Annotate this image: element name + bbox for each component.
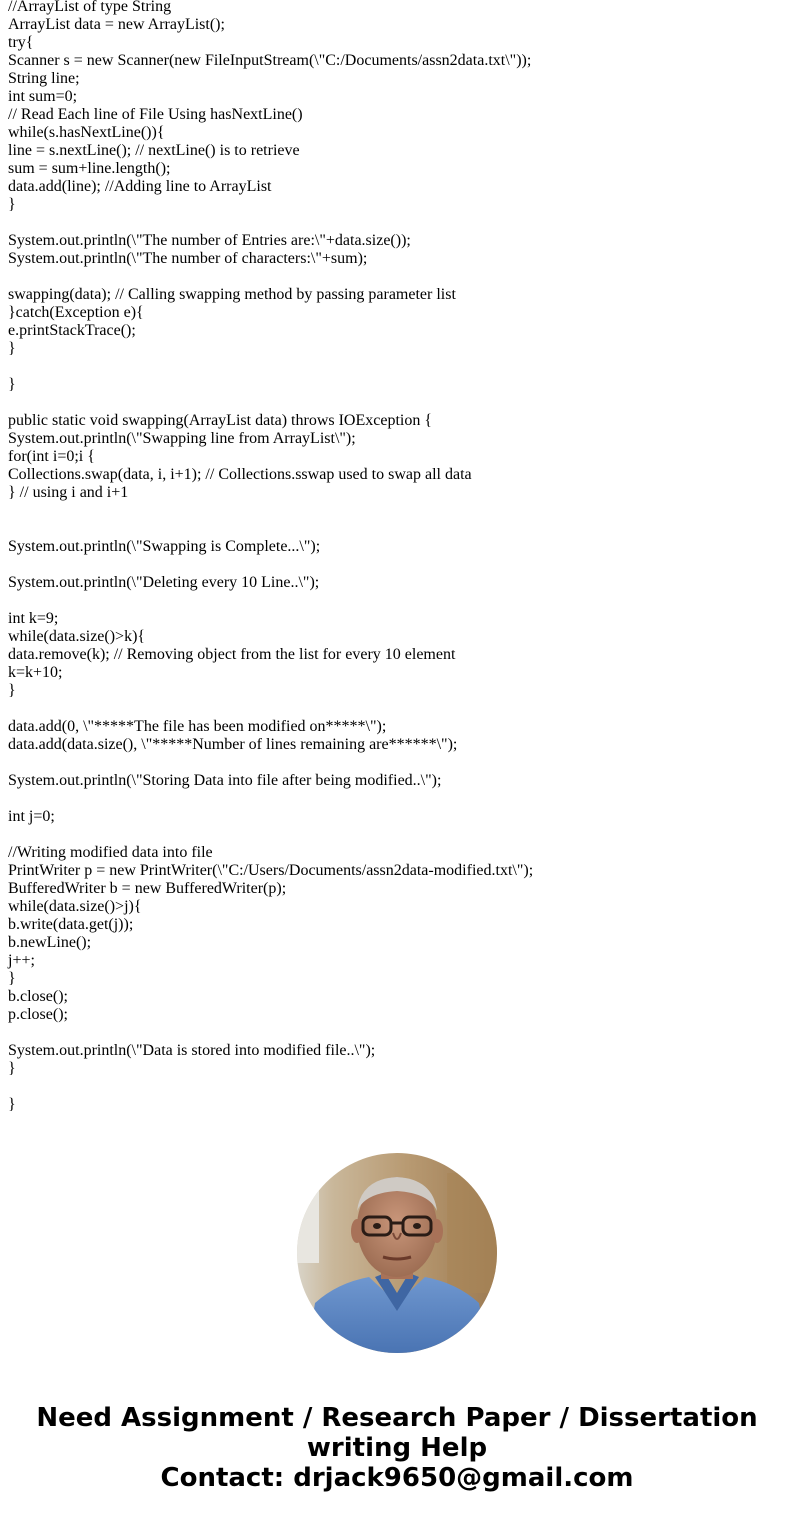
person-photo-icon bbox=[297, 1153, 497, 1353]
code-line bbox=[8, 1024, 788, 1042]
code-line: System.out.println(\"Deleting every 10 Line..\"); bbox=[8, 574, 320, 591]
code-line: System.out.println(\"The number of characters:\"+sum); bbox=[8, 250, 368, 267]
code-line: System.out.println(\"Swapping is Complete...\"); bbox=[8, 538, 321, 555]
code-line: int j=0; bbox=[8, 808, 55, 825]
code-line: System.out.println(\"Swapping line from ArrayList\"); bbox=[8, 430, 356, 447]
code-line: data.add(0, \"*****The file has been modified on*****\"); bbox=[8, 718, 387, 735]
code-line: String line; bbox=[8, 70, 80, 87]
code-line bbox=[8, 502, 788, 520]
code-line: data.remove(k); // Removing object from the list for every 10 element bbox=[8, 646, 456, 663]
code-line: data.add(line); //Adding line to ArrayList bbox=[8, 178, 272, 195]
code-line bbox=[8, 556, 788, 574]
promo-line-2: writing Help bbox=[306, 1433, 488, 1463]
code-line bbox=[8, 394, 788, 412]
code-line: }catch(Exception e){ bbox=[8, 304, 144, 321]
code-line: //Writing modified data into file bbox=[8, 844, 213, 861]
code-line: b.close(); bbox=[8, 988, 68, 1005]
code-line: } bbox=[8, 376, 16, 393]
code-listing bbox=[8, 0, 788, 1114]
promo-banner bbox=[0, 1403, 794, 1493]
code-line: p.close(); bbox=[8, 1006, 68, 1023]
code-line bbox=[8, 1078, 788, 1096]
code-line bbox=[8, 592, 788, 610]
code-line: } // using i and i+1 bbox=[8, 484, 129, 501]
code-line: int k=9; bbox=[8, 610, 59, 627]
code-line: while(data.size()>j){ bbox=[8, 898, 142, 915]
code-line: } bbox=[8, 970, 16, 987]
code-line: swapping(data); // Calling swapping method by passing parameter list bbox=[8, 286, 456, 303]
code-line: System.out.println(\"Data is stored into modified file..\"); bbox=[8, 1042, 376, 1059]
code-line: //ArrayList of type String bbox=[8, 0, 172, 15]
code-line bbox=[8, 520, 788, 538]
code-line: } bbox=[8, 682, 16, 699]
code-line bbox=[8, 268, 788, 286]
code-line: j++; bbox=[8, 952, 35, 969]
code-line: } bbox=[8, 196, 16, 213]
code-line bbox=[8, 700, 788, 718]
code-line: b.write(data.get(j)); bbox=[8, 916, 134, 933]
code-line: } bbox=[8, 1096, 16, 1113]
code-line: k=k+10; bbox=[8, 664, 63, 681]
code-line: sum = sum+line.length(); bbox=[8, 160, 171, 177]
promo-contact[interactable]: Contact: drjack9650@gmail.com bbox=[160, 1463, 634, 1493]
code-line bbox=[8, 790, 788, 808]
code-line bbox=[8, 358, 788, 376]
avatar bbox=[297, 1153, 497, 1353]
code-line: try{ bbox=[8, 34, 34, 51]
code-line: for(int i=0;i { bbox=[8, 448, 95, 465]
code-line bbox=[8, 214, 788, 232]
code-line: public static void swapping(ArrayList data) throws IOException { bbox=[8, 412, 433, 429]
code-line: // Read Each line of File Using hasNextLine() bbox=[8, 106, 303, 123]
code-line: BufferedWriter b = new BufferedWriter(p); bbox=[8, 880, 287, 897]
code-line: System.out.println(\"The number of Entries are:\"+data.size()); bbox=[8, 232, 411, 249]
code-line: ArrayList data = new ArrayList(); bbox=[8, 16, 225, 33]
code-line: e.printStackTrace(); bbox=[8, 322, 136, 339]
code-line: Scanner s = new Scanner(new FileInputStream(\"C:/Documents/assn2data.txt\")); bbox=[8, 52, 532, 69]
code-line: line = s.nextLine(); // nextLine() is to retrieve bbox=[8, 142, 300, 159]
code-line: b.newLine(); bbox=[8, 934, 92, 951]
promo-line-1: Need Assignment / Research Paper / Dissertation bbox=[36, 1403, 758, 1433]
code-line: int sum=0; bbox=[8, 88, 78, 105]
code-line: } bbox=[8, 1060, 16, 1077]
code-line: PrintWriter p = new PrintWriter(\"C:/Users/Documents/assn2data-modified.txt\"); bbox=[8, 862, 534, 879]
code-line: while(data.size()>k){ bbox=[8, 628, 146, 645]
code-line: Collections.swap(data, i, i+1); // Collections.sswap used to swap all data bbox=[8, 466, 472, 483]
code-line bbox=[8, 826, 788, 844]
code-line: data.add(data.size(), \"*****Number of lines remaining are******\"); bbox=[8, 736, 458, 753]
code-line: while(s.hasNextLine()){ bbox=[8, 124, 165, 141]
code-line: } bbox=[8, 340, 16, 357]
code-line bbox=[8, 754, 788, 772]
code-line: System.out.println(\"Storing Data into file after being modified..\"); bbox=[8, 772, 442, 789]
